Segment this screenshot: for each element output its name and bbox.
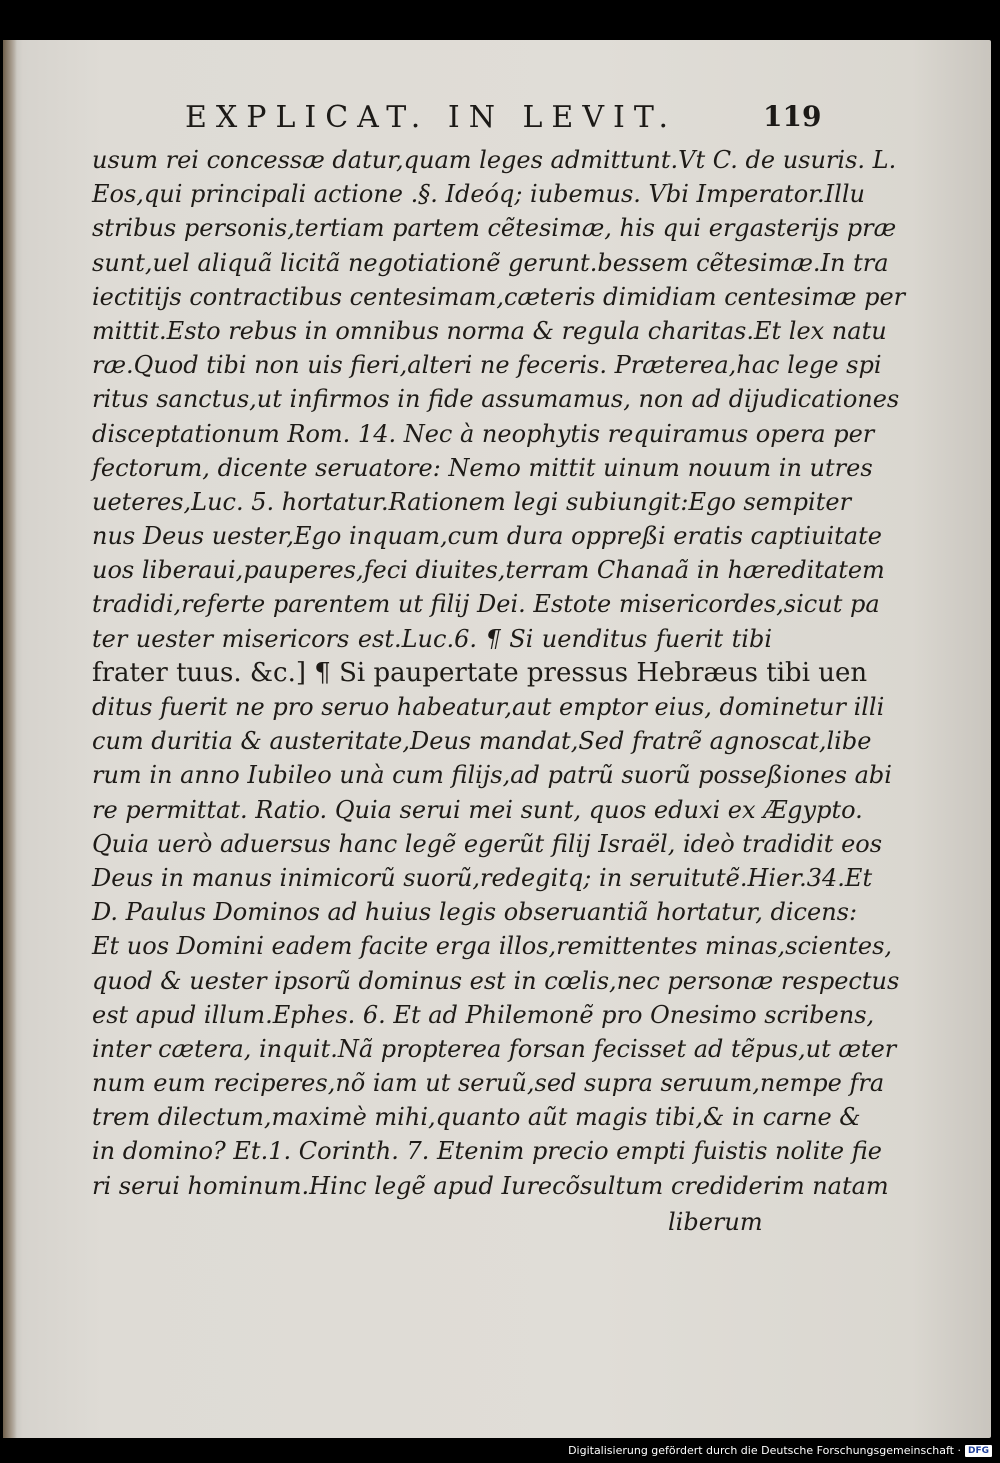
- text-line: trem dilectum,maximè mihi,quanto aũt magis tibi,& in carne &: [92, 1103, 861, 1132]
- text-line: Deus in manus inimicorũ suorũ,redegitq; in seruitutẽ.Hier.34.Et: [92, 863, 873, 892]
- text-line: stribus personis,tertiam partem cẽtesimæ, his qui ergasterijs præ: [92, 214, 897, 243]
- text-line: cum duritia & austeritate,Deus mandat,Sed fratrẽ agnoscat,libe: [92, 727, 872, 756]
- text-line: Eos,qui principali actione .§. Ideóq; iubemus. Vbi Imperator.Illu: [92, 180, 865, 209]
- text-line: ter uester misericors est.Luc.6. ¶ Si uenditus fuerit tibi: [92, 624, 772, 653]
- page-gutter-shadow: [3, 40, 17, 1438]
- text-line: quod & uester ipsorũ dominus est in cœlis,nec personæ respectus: [92, 966, 900, 995]
- page-number: 119: [763, 100, 822, 133]
- text-line: mittit.Esto rebus in omnibus norma & regula charitas.Et lex natu: [92, 316, 887, 345]
- text-line: sunt,uel aliquã licitã negotiationẽ gerunt.bessem cẽtesimæ.In tra: [92, 248, 889, 277]
- text-line: disceptationum Rom. 14. Nec à neophytis requiramus opera per: [92, 419, 875, 448]
- funding-credit: [568, 1444, 992, 1457]
- text-line: Et uos Domini eadem facite erga illos,remittentes minas,scientes,: [92, 932, 893, 961]
- text-line: Quia uerò aduersus hanc legẽ egerũt filij Israël, ideò tradidit eos: [92, 829, 883, 858]
- text-line: ditus fuerit ne pro seruo habeatur,aut emptor eius, dominetur illi: [92, 693, 885, 721]
- text-line: ræ.Quod tibi non uis fieri,alteri ne feceris. Præterea,hac lege spi: [92, 351, 882, 380]
- funding-credit-text: Digitalisierung gefördert durch die Deutsche Forschungsgemeinschaft ·: [568, 1444, 961, 1457]
- text-line: ri serui hominum.Hinc legẽ apud Iurecõsultum crediderim natam: [92, 1171, 889, 1200]
- catchword: liberum: [668, 1208, 763, 1236]
- text-line: fectorum, dicente seruatore: Nemo mittit uinum nouum in utres: [92, 453, 873, 482]
- text-line: frater tuus. &c.] ¶ Si paupertate pressus Hebræus tibi uen: [92, 657, 868, 688]
- text-line: tradidi,referte parentem ut filij Dei. Estote misericordes,sicut pa: [92, 590, 880, 619]
- text-line: D. Paulus Dominos ad huius legis obseruantiã hortatur, dicens:: [92, 898, 858, 927]
- text-line: est apud illum.Ephes. 6. Et ad Philemonẽ pro Onesimo scribens,: [92, 1000, 875, 1029]
- text-line: usum rei concessæ datur,quam leges admittunt.Vt C. de usuris. L.: [92, 146, 897, 174]
- text-line: inter cætera, inquit.Nã propterea forsan fecisset ad tẽpus,ut æter: [92, 1034, 897, 1063]
- body-text: [92, 143, 906, 1203]
- text-line: nus Deus uester,Ego inquam,cum dura oppreßi eratis captiuitate: [92, 522, 882, 551]
- text-line: in domino? Et.1. Corinth. 7. Etenim precio empti fuistis nolite fie: [92, 1137, 882, 1166]
- text-line: iectitijs contractibus centesimam,cæteris dimidiam centesimæ per: [92, 282, 906, 311]
- text-line: ritus sanctus,ut infirmos in fide assumamus, non ad dijudicationes: [92, 385, 900, 414]
- text-line: num eum reciperes,nõ iam ut seruũ,sed supra seruum,nempe fra: [92, 1069, 885, 1098]
- text-line: ueteres,Luc. 5. hortatur.Rationem legi subiungit:Ego sempiter: [92, 487, 852, 516]
- running-head: EXPLICAT. IN LEVIT.: [185, 100, 677, 135]
- text-line: re permittat. Ratio. Quia serui mei sunt, quos eduxi ex Ægypto.: [92, 795, 863, 824]
- text-line: rum in anno Iubileo unà cum filijs,ad patrũ suorũ posseßiones abi: [92, 761, 892, 790]
- dfg-logo: DFG: [965, 1445, 992, 1457]
- text-line: uos liberaui,pauperes,feci diuites,terram Chanaã in hæreditatem: [92, 556, 885, 585]
